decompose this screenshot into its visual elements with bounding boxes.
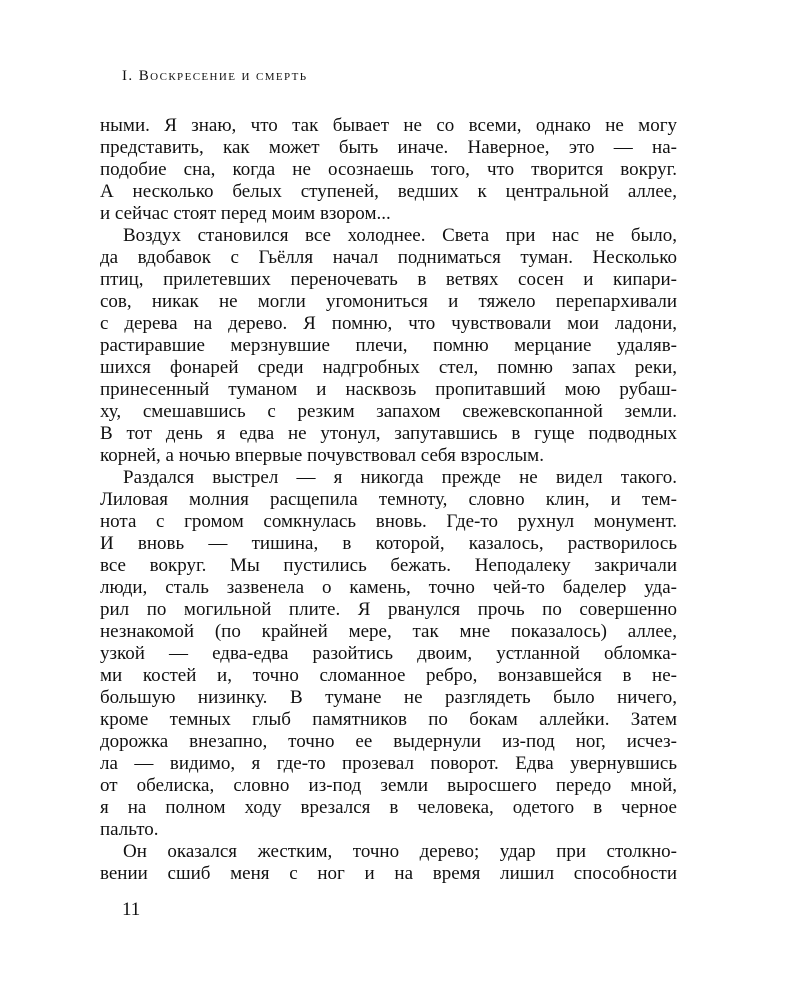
text-line: от обелиска, словно из-под земли выросшего передо мной, <box>100 775 677 796</box>
text-line: растиравшие мерзнувшие плечи, помню мерцание удаляв- <box>100 335 677 356</box>
text-line: ху, смешавшись с резким запахом свежевскопанной земли. <box>100 401 677 422</box>
text-line: все вокруг. Мы пустились бежать. Неподалеку закричали <box>100 555 677 576</box>
running-head <box>122 66 308 86</box>
text-line: да вдобавок с Гьёлля начал подниматься туман. Несколько <box>100 247 677 268</box>
text-line: подобие сна, когда не осознаешь того, что творится вокруг. <box>100 159 677 180</box>
text-line: птиц, прилетевших переночевать в ветвях сосен и кипари- <box>100 269 677 290</box>
text-line: А несколько белых ступеней, ведших к центральной аллее, <box>100 181 677 202</box>
body-text <box>100 115 677 885</box>
text-line: принесенный туманом и насквозь пропитавший мою рубаш- <box>100 379 677 400</box>
text-line: представить, как может быть иначе. Наверное, это — на- <box>100 137 677 158</box>
text-line: люди, сталь зазвенела о камень, точно чей-то баделер уда- <box>100 577 677 598</box>
text-line: корней, а ночью впервые почувствовал себя взрослым. <box>100 445 544 466</box>
text-line: ными. Я знаю, что так бывает не со всеми, однако не могу <box>100 115 677 136</box>
text-line: сов, никак не могли угомониться и тяжело перепархивали <box>100 291 677 312</box>
text-line: И вновь — тишина, в которой, казалось, растворилось <box>100 533 677 554</box>
text-line: Воздух становился все холоднее. Света при нас не было, <box>123 225 677 246</box>
text-line: большую низинку. В тумане не разглядеть было ничего, <box>100 687 677 708</box>
text-line: Он оказался жестким, точно дерево; удар при столкно- <box>123 841 677 862</box>
text-line: узкой — едва-едва разойтись двоим, устланной обломка- <box>100 643 677 664</box>
text-line: я на полном ходу врезался в человека, одетого в черное <box>100 797 677 818</box>
text-line: незнакомой (по крайней мере, так мне показалось) аллее, <box>100 621 677 642</box>
text-line: кроме темных глыб памятников по бокам аллейки. Затем <box>100 709 677 730</box>
text-line: рил по могильной плите. Я рванулся прочь по совершенно <box>100 599 677 620</box>
text-line: вении сшиб меня с ног и на время лишил способности <box>100 863 677 884</box>
text-line: ми костей и, точно сломанное ребро, вонзавшейся в не- <box>100 665 677 686</box>
text-line: и сейчас стоят перед моим взором... <box>100 203 391 224</box>
text-line: нота с громом сомкнулась вновь. Где-то рухнул монумент. <box>100 511 677 532</box>
text-line: дорожка внезапно, точно ее выдернули из-под ног, исчез- <box>100 731 677 752</box>
running-head-text: I. Воскресение и смерть <box>122 68 308 84</box>
text-line: ла — видимо, я где-то прозевал поворот. Едва увернувшись <box>100 753 677 774</box>
page-number: 11 <box>122 899 141 920</box>
text-line: В тот день я едва не утонул, запутавшись в гуще подводных <box>100 423 677 444</box>
text-line: Раздался выстрел — я никогда прежде не видел такого. <box>123 467 677 488</box>
text-line: Лиловая молния расщепила темноту, словно клин, и тем- <box>100 489 677 510</box>
text-line: шихся фонарей среди надгробных стел, помню запах реки, <box>100 357 677 378</box>
text-line: пальто. <box>100 819 159 840</box>
text-line: с дерева на дерево. Я помню, что чувствовали мои ладони, <box>100 313 677 334</box>
